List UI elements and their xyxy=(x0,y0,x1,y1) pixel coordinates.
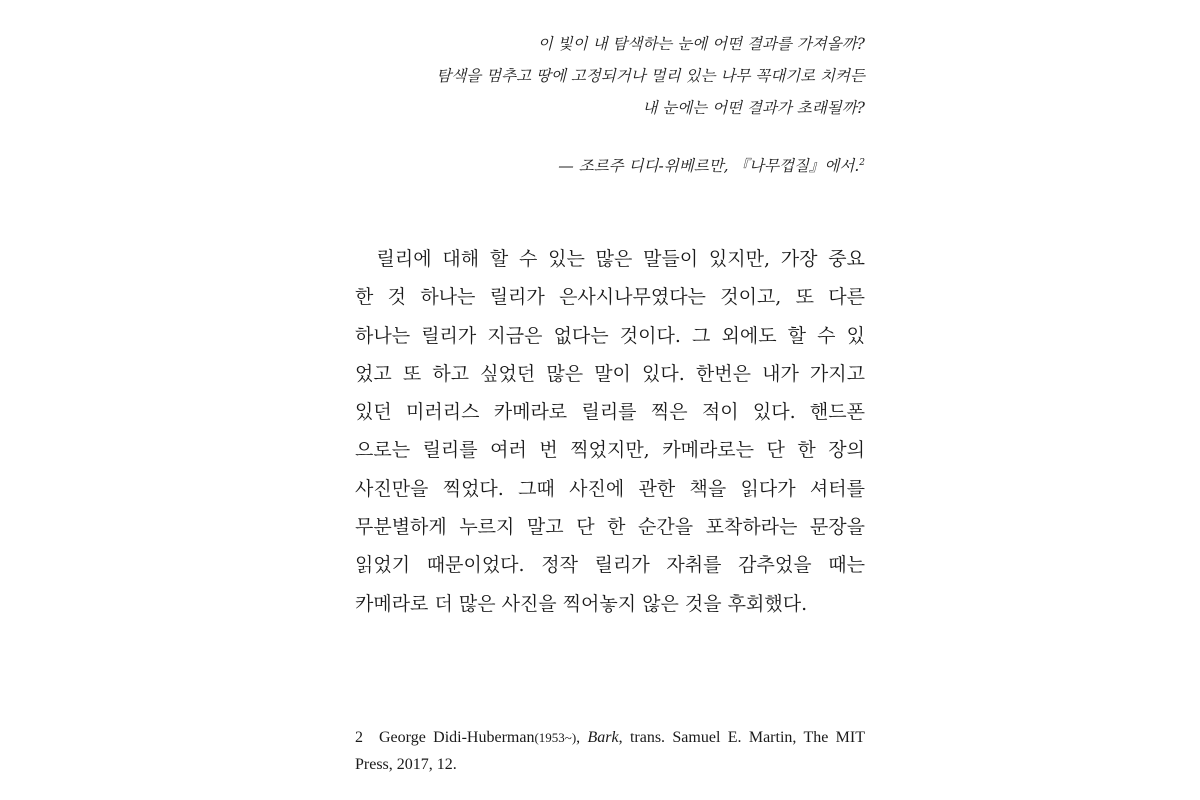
body-line: 사진만을 찍었다. 그때 사진에 관한 책을 읽다가 셔터를 xyxy=(355,477,865,500)
epigraph-line: 내 눈에는 어떤 결과가 초래될까? xyxy=(642,99,865,117)
body-line: 하나는 릴리가 지금은 없다는 것이다. 그 외에도 할 수 있 xyxy=(355,324,865,347)
body-line: 읽었기 때문이었다. 정작 릴리가 자취를 감추었을 때는 xyxy=(355,554,865,577)
epigraph-line: 이 빛이 내 탐색하는 눈에 어떤 결과를 가져올까? xyxy=(537,35,865,53)
book-page xyxy=(355,0,865,800)
footnote-title: Bark xyxy=(587,729,619,746)
footnote-number: 2 xyxy=(355,729,363,746)
epigraph xyxy=(355,28,865,124)
footnote-separator: , xyxy=(576,729,588,746)
body-line: 있던 미러리스 카메라로 릴리를 찍은 적이 있다. 핸드폰 xyxy=(355,401,865,424)
epigraph-line: 탐색을 멈추고 땅에 고정되거나 멀리 있는 나무 꼭대기로 치켜든 xyxy=(436,67,865,85)
footnote-reference: 2 xyxy=(859,157,865,168)
body-paragraph xyxy=(355,240,865,623)
footnote-line: Press, 2017, 12. xyxy=(355,756,457,773)
footnote xyxy=(355,724,865,778)
body-line: 한 것 하나는 릴리가 은사시나무였다는 것이고, 또 다른 xyxy=(355,286,865,309)
epigraph-attribution xyxy=(355,152,865,180)
body-line: 카메라로 더 많은 사진을 찍어놓지 않은 것을 후회했다. xyxy=(355,592,808,615)
body-line xyxy=(355,240,865,278)
body-line: 었고 또 하고 싶었던 많은 말이 있다. 한번은 내가 가지고 xyxy=(355,362,865,385)
body-line: 으로는 릴리를 여러 번 찍었지만, 카메라로는 단 한 장의 xyxy=(355,439,865,462)
body-line-text: 릴리에 대해 할 수 있는 많은 말들이 있지만, 가장 중요 xyxy=(376,248,865,270)
attribution-text: — 조르주 디디-위베르만, 『나무껍질』에서. xyxy=(558,157,860,175)
body-line: 무분별하게 누르지 말고 단 한 순간을 포착하라는 문장을 xyxy=(355,516,865,539)
footnote-author: George Didi-Huberman xyxy=(379,729,535,746)
footnote-years: (1953~) xyxy=(534,730,577,745)
footnote-publication: , trans. Samuel E. Martin, The MIT xyxy=(618,729,865,746)
footnote-line xyxy=(355,724,865,751)
